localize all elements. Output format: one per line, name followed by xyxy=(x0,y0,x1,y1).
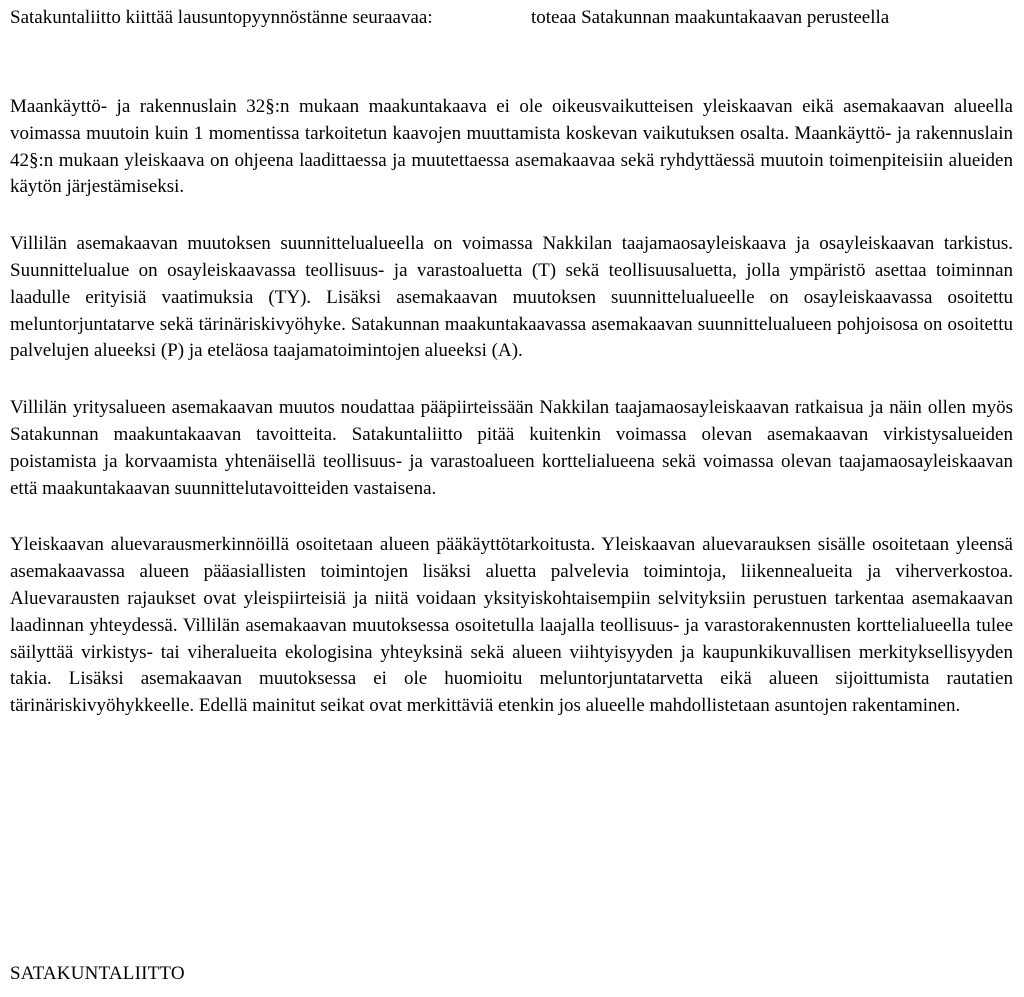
letter-body xyxy=(10,94,1013,720)
header-intro-text: Satakuntaliitto kiittää lausuntopyynnöstänne seuraavaa: xyxy=(10,7,433,28)
letter-header xyxy=(10,0,1015,70)
signature-organization: SATAKUNTALIITTO xyxy=(10,963,185,984)
paragraph-recommendations: Yleiskaavan aluevarausmerkinnöillä osoitetaan alueen pääkäyttötarkoitusta. Yleiskaavan aluevarauksen sisälle osoitetaan yleensä asemakaavassa alueen pääasiallisten toimintojen lisäksi aluetta palvelevia toimintoja, liikennealueita ja viherverkostoa. Aluevarausten rajaukset ovat yleispiirteisiä ja niitä voidaan yksityiskohtaisempiin selvityksiin perustuen tarkentaa asemakaavan laadinnan yhteydessä. Villilän asemakaavan muutoksessa osoitetulla laajalla teollisuus- ja varastorakennusten korttelialueella tulee säilyttää virkistys- tai viheralueita ekologisina yhteyksinä sekä alueen viihtyisyyden ja kaupunkikuvallisen merkityksellisyyden takia. Lisäksi asemakaavan muutoksessa ei ole huomioitu meluntorjuntatarvetta eikä alueen sijoittumista rautatien tärinäriskivyöhykkeelle. Edellä mainitut seikat ovat merkittäviä etenkin jos alueelle mahdollistetaan asuntojen rakentaminen. xyxy=(10,534,1013,717)
header-continuation-text: toteaa Satakunnan maakuntakaavan perusteella xyxy=(531,7,890,28)
paragraph-planning-area: Villilän asemakaavan muutoksen suunnittelualueella on voimassa Nakkilan taajamaosayleiskaava ja osayleiskaavan tarkistus. Suunnittelualue on osayleiskaavassa teollisuus- ja varastoaluetta (T) sekä teollisuusaluetta, jolla ympäristö asettaa toiminnan laadulle erityisiä vaatimuksia (TY). Lisäksi asemakaavan muutoksen suunnittelualueelle on osayleiskaavassa osoitettu meluntorjuntatarve sekä tärinäriskivyöhyke. Satakunnan maakuntakaavassa asemakaavan suunnittelualueen pohjoisosa on osoitettu palvelujen alueeksi (P) ja eteläosa taajamatoimintojen alueeksi (A). xyxy=(10,233,1013,362)
paragraph-assessment: Villilän yritysalueen asemakaavan muutos noudattaa pääpiirteissään Nakkilan taajamaosayleiskaavan ratkaisua ja näin ollen myös Satakunnan maakuntakaavan tavoitteita. Satakuntaliitto pitää kuitenkin voimassa olevan asemakaavan virkistysalueiden poistamista ja korvaamista yhtenäisellä teollisuus- ja varastoalueen korttelialueena sekä voimassa olevan taajamaosayleiskaavan että maakuntakaavan suunnittelutavoitteiden vastaisena. xyxy=(10,397,1013,499)
paragraph-legal-basis: Maankäyttö- ja rakennuslain 32§:n mukaan maakuntakaava ei ole oikeusvaikutteisen yleiskaavan eikä asemakaavan alueella voimassa muutoin kuin 1 momentissa tarkoitetun kaavojen muuttamista koskevan vaikutuksen osalta. Maankäyttö- ja rakennuslain 42§:n mukaan yleiskaava on ohjeena laadittaessa ja muutettaessa asemakaavaa sekä ryhdyttäessä muutoin toimenpiteisiin alueiden käytön järjestämiseksi. xyxy=(10,96,1013,198)
